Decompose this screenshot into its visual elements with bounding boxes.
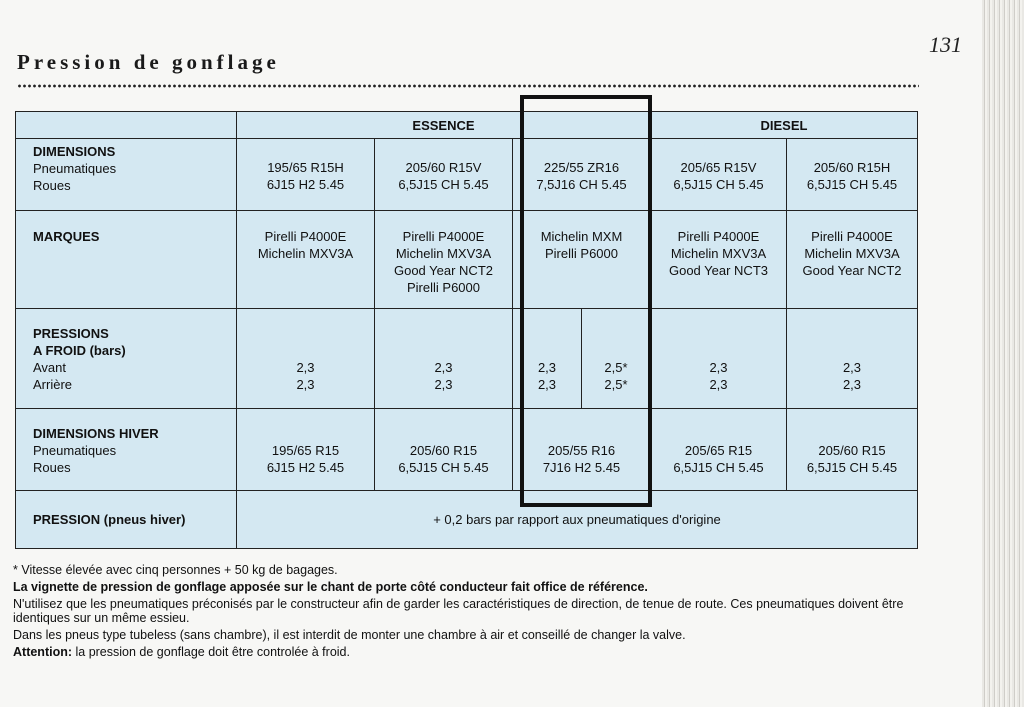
cell-pression-hiver: + 0,2 bars par rapport aux pneumatiques d'origine	[237, 491, 918, 549]
cell-hiver-1: 195/65 R15 6J15 H2 5.45	[237, 409, 375, 491]
row-label-hiver: DIMENSIONS HIVER Pneumatiques Roues	[16, 409, 237, 491]
header-empty	[16, 112, 237, 139]
cell-pressions-4: 2,3 2,3	[651, 309, 787, 409]
cell-dimensions-5: 205/60 R15H 6,5J15 CH 5.45	[787, 139, 918, 211]
cell-dimensions-2: 205/60 R15V 6,5J15 CH 5.45	[375, 139, 513, 211]
note-attention: Attention: la pression de gonflage doit être controlée à froid.	[13, 645, 350, 659]
page-title: Pression de gonflage	[17, 50, 280, 74]
header-essence: ESSENCE	[237, 112, 651, 139]
cell-dimensions-3: 225/55 ZR16 7,5J16 CH 5.45	[513, 139, 651, 211]
table-header-row	[16, 112, 918, 139]
page-number: 131	[929, 32, 962, 57]
dotted-rule	[17, 84, 919, 88]
row-label-dimensions: DIMENSIONS Pneumatiques Roues	[16, 139, 237, 211]
note-speed: * Vitesse élevée avec cinq personnes + 50 kg de bagages.	[13, 563, 338, 577]
cell-pressions-5: 2,3 2,3	[787, 309, 918, 409]
cell-marques-3: Michelin MXM Pirelli P6000	[513, 211, 651, 309]
table-row-pression-hiver	[16, 491, 918, 549]
table-row-marques	[16, 211, 918, 309]
note-recommended-tyres: N'utilisez que les pneumatiques préconisés par le constructeur afin de garder les caractéristiques de direction, de tenue de route. Ces pneumatiques doivent être identiques sur un même essieu.	[13, 597, 904, 625]
cell-marques-4: Pirelli P4000E Michelin MXV3A Good Year NCT3	[651, 211, 787, 309]
table-row-pressions	[16, 309, 918, 409]
table-row-dimensions	[16, 139, 918, 211]
cell-hiver-3: 205/55 R16 7J16 H2 5.45	[513, 409, 651, 491]
note-vignette: La vignette de pression de gonflage apposée sur le chant de porte côté conducteur fait office de référence.	[13, 580, 648, 594]
cell-pressions-2: 2,3 2,3	[375, 309, 513, 409]
cell-marques-5: Pirelli P4000E Michelin MXV3A Good Year NCT2	[787, 211, 918, 309]
row-label-pressions: PRESSIONS A FROID (bars) Avant Arrière	[16, 309, 237, 409]
book-page-edges	[982, 0, 1024, 707]
highlight-box	[520, 95, 652, 507]
cell-marques-1: Pirelli P4000E Michelin MXV3A	[237, 211, 375, 309]
cell-dimensions-4: 205/65 R15V 6,5J15 CH 5.45	[651, 139, 787, 211]
cell-hiver-2: 205/60 R15 6,5J15 CH 5.45	[375, 409, 513, 491]
cell-hiver-4: 205/65 R15 6,5J15 CH 5.45	[651, 409, 787, 491]
table-row-hiver	[16, 409, 918, 491]
note-tubeless: Dans les pneus type tubeless (sans chambre), il est interdit de monter une chambre à air et conseillé de changer la valve.	[13, 628, 686, 642]
cell-hiver-5: 205/60 R15 6,5J15 CH 5.45	[787, 409, 918, 491]
cell-pressions-3-left: 2,3 2,3	[513, 309, 582, 408]
tyre-pressure-table	[15, 111, 918, 549]
cell-pressions-1: 2,3 2,3	[237, 309, 375, 409]
notes	[13, 563, 923, 662]
row-label-pression-hiver: PRESSION (pneus hiver)	[16, 491, 237, 549]
header-diesel: DIESEL	[651, 112, 918, 139]
cell-pressions-3-right: 2,5* 2,5*	[604, 360, 628, 392]
cell-marques-2: Pirelli P4000E Michelin MXV3A Good Year NCT2 Pirelli P6000	[375, 211, 513, 309]
cell-dimensions-1: 195/65 R15H 6J15 H2 5.45	[237, 139, 375, 211]
row-label-marques: MARQUES	[16, 211, 237, 309]
